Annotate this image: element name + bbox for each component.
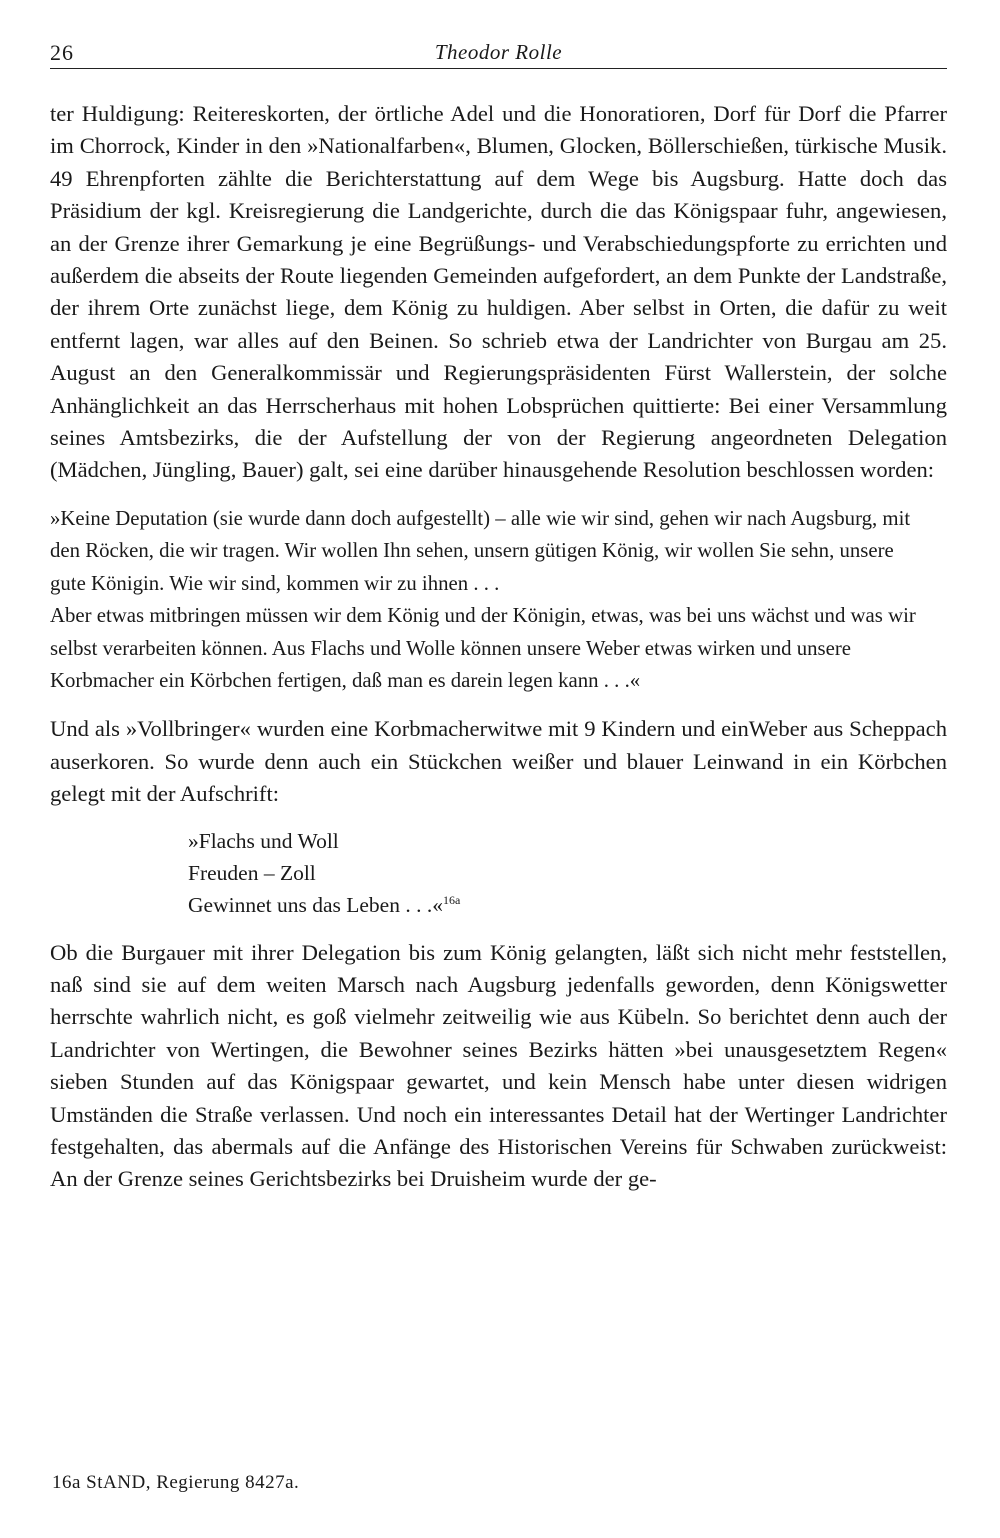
quote-paragraph-2: Aber etwas mitbringen müssen wir dem König und der Königin, etwas, was bei uns wächst und was wir selbst verarbeiten können. Aus Flachs und Wolle können unsere Weber etwas wirken und unsere Korbmacher ein Körbchen fertigen, daß man es darein legen kann . . .« bbox=[50, 604, 916, 692]
page-number: 26 bbox=[50, 40, 74, 65]
page-header bbox=[50, 40, 947, 69]
paragraph-3: Ob die Burgauer mit ihrer Delegation bis zum König gelangten, läßt sich nicht mehr feststellen, naß sind sie auf dem weiten Marsch nach Augsburg jedenfalls geworden, denn Königswetter herrschte wahrlich nicht, es goß vielmehr zeitweilig wie aus Kübeln. So berichtet denn auch der Landrichter von Wertingen, die Bewohner seines Bezirks hätten »bei unausgesetztem Regen« sieben Stunden auf das Königspaar gewartet, und kein Mensch habe unter diesen widrigen Umständen die Straße verlassen. Und noch ein interessantes Detail hat der Wertinger Landrichter festgehalten, das abermals auf die Anfänge des Historischen Vereins für Schwaben zurückweist: An der Grenze seines Gerichtsbezirks bei Druisheim wurde der ge- bbox=[50, 939, 947, 1192]
footnote: 16a StAND, Regierung 8427a. bbox=[52, 1472, 300, 1493]
footnote-reference: 16a bbox=[442, 892, 461, 907]
paragraph-2: Und als »Vollbringer« wurden eine Korbmacherwitwe mit 9 Kindern und einWeber aus Scheppach auserkoren. So wurde denn auch ein Stückchen weißer und blauer Leinwand in ein Körbchen gelegt mit der Aufschrift: bbox=[50, 716, 947, 807]
verse-line-3-text: Gewinnet uns das Leben . . .« bbox=[188, 892, 443, 917]
quote-paragraph-1: »Keine Deputation (sie wurde dann doch aufgestellt) – alle wie wir sind, gehen wir nach Augsburg, mit den Röcken, die wir tragen. Wir wollen Ihn sehen, unsern gütigen König, wir wollen Sie sehn, unsere gute Königin. Wie wir sind, kommen wir zu ihnen . . . bbox=[50, 506, 911, 595]
verse-line-3 bbox=[188, 889, 947, 921]
block-quote bbox=[50, 503, 947, 697]
verse-inscription bbox=[188, 825, 947, 921]
running-head-author: Theodor Rolle bbox=[434, 40, 563, 64]
verse-line-1: »Flachs und Woll bbox=[188, 828, 339, 853]
body-text bbox=[50, 98, 947, 1196]
paragraph-1: ter Huldigung: Reitereskorten, der örtliche Adel und die Honoratioren, Dorf für Dorf die Pfarrer im Chorrock, Kinder in den »Nationalfarben«, Blumen, Glocken, Böllerschießen, türkische Musik. 49 Ehrenpforten zählte die Berichterstattung auf dem Wege bis Augsburg. Hatte doch das Präsidium der kgl. Kreisregierung die Landgerichte, durch die das Königspaar fuhr, angewiesen, an der Grenze ihrer Gemarkung je eine Begrüßungs- und Verabschiedungspforte zu errichten und außerdem die abseits der Route liegenden Gemeinden aufgefordert, an dem Punkte der Landstraße, der ihrem Orte zunächst liege, dem König zu huldigen. Aber selbst in Orten, die dafür zu weit entfernt lagen, war alles auf den Beinen. So schrieb etwa der Landrichter von Burgau am 25. August an den Generalkommissär und Regierungspräsidenten Fürst Wallerstein, der solche Anhänglichkeit an das Herrscherhaus mit hohen Lobsprüchen quittierte: Bei einer Versammlung seines Amtsbezirks, die der Aufstellung der von der Regierung angeordneten Delegation (Mädchen, Jüngling, Bauer) galt, sei eine darüber hinausgehende Resolution beschlossen worden: bbox=[50, 101, 947, 483]
verse-line-2: Freuden – Zoll bbox=[188, 860, 316, 885]
